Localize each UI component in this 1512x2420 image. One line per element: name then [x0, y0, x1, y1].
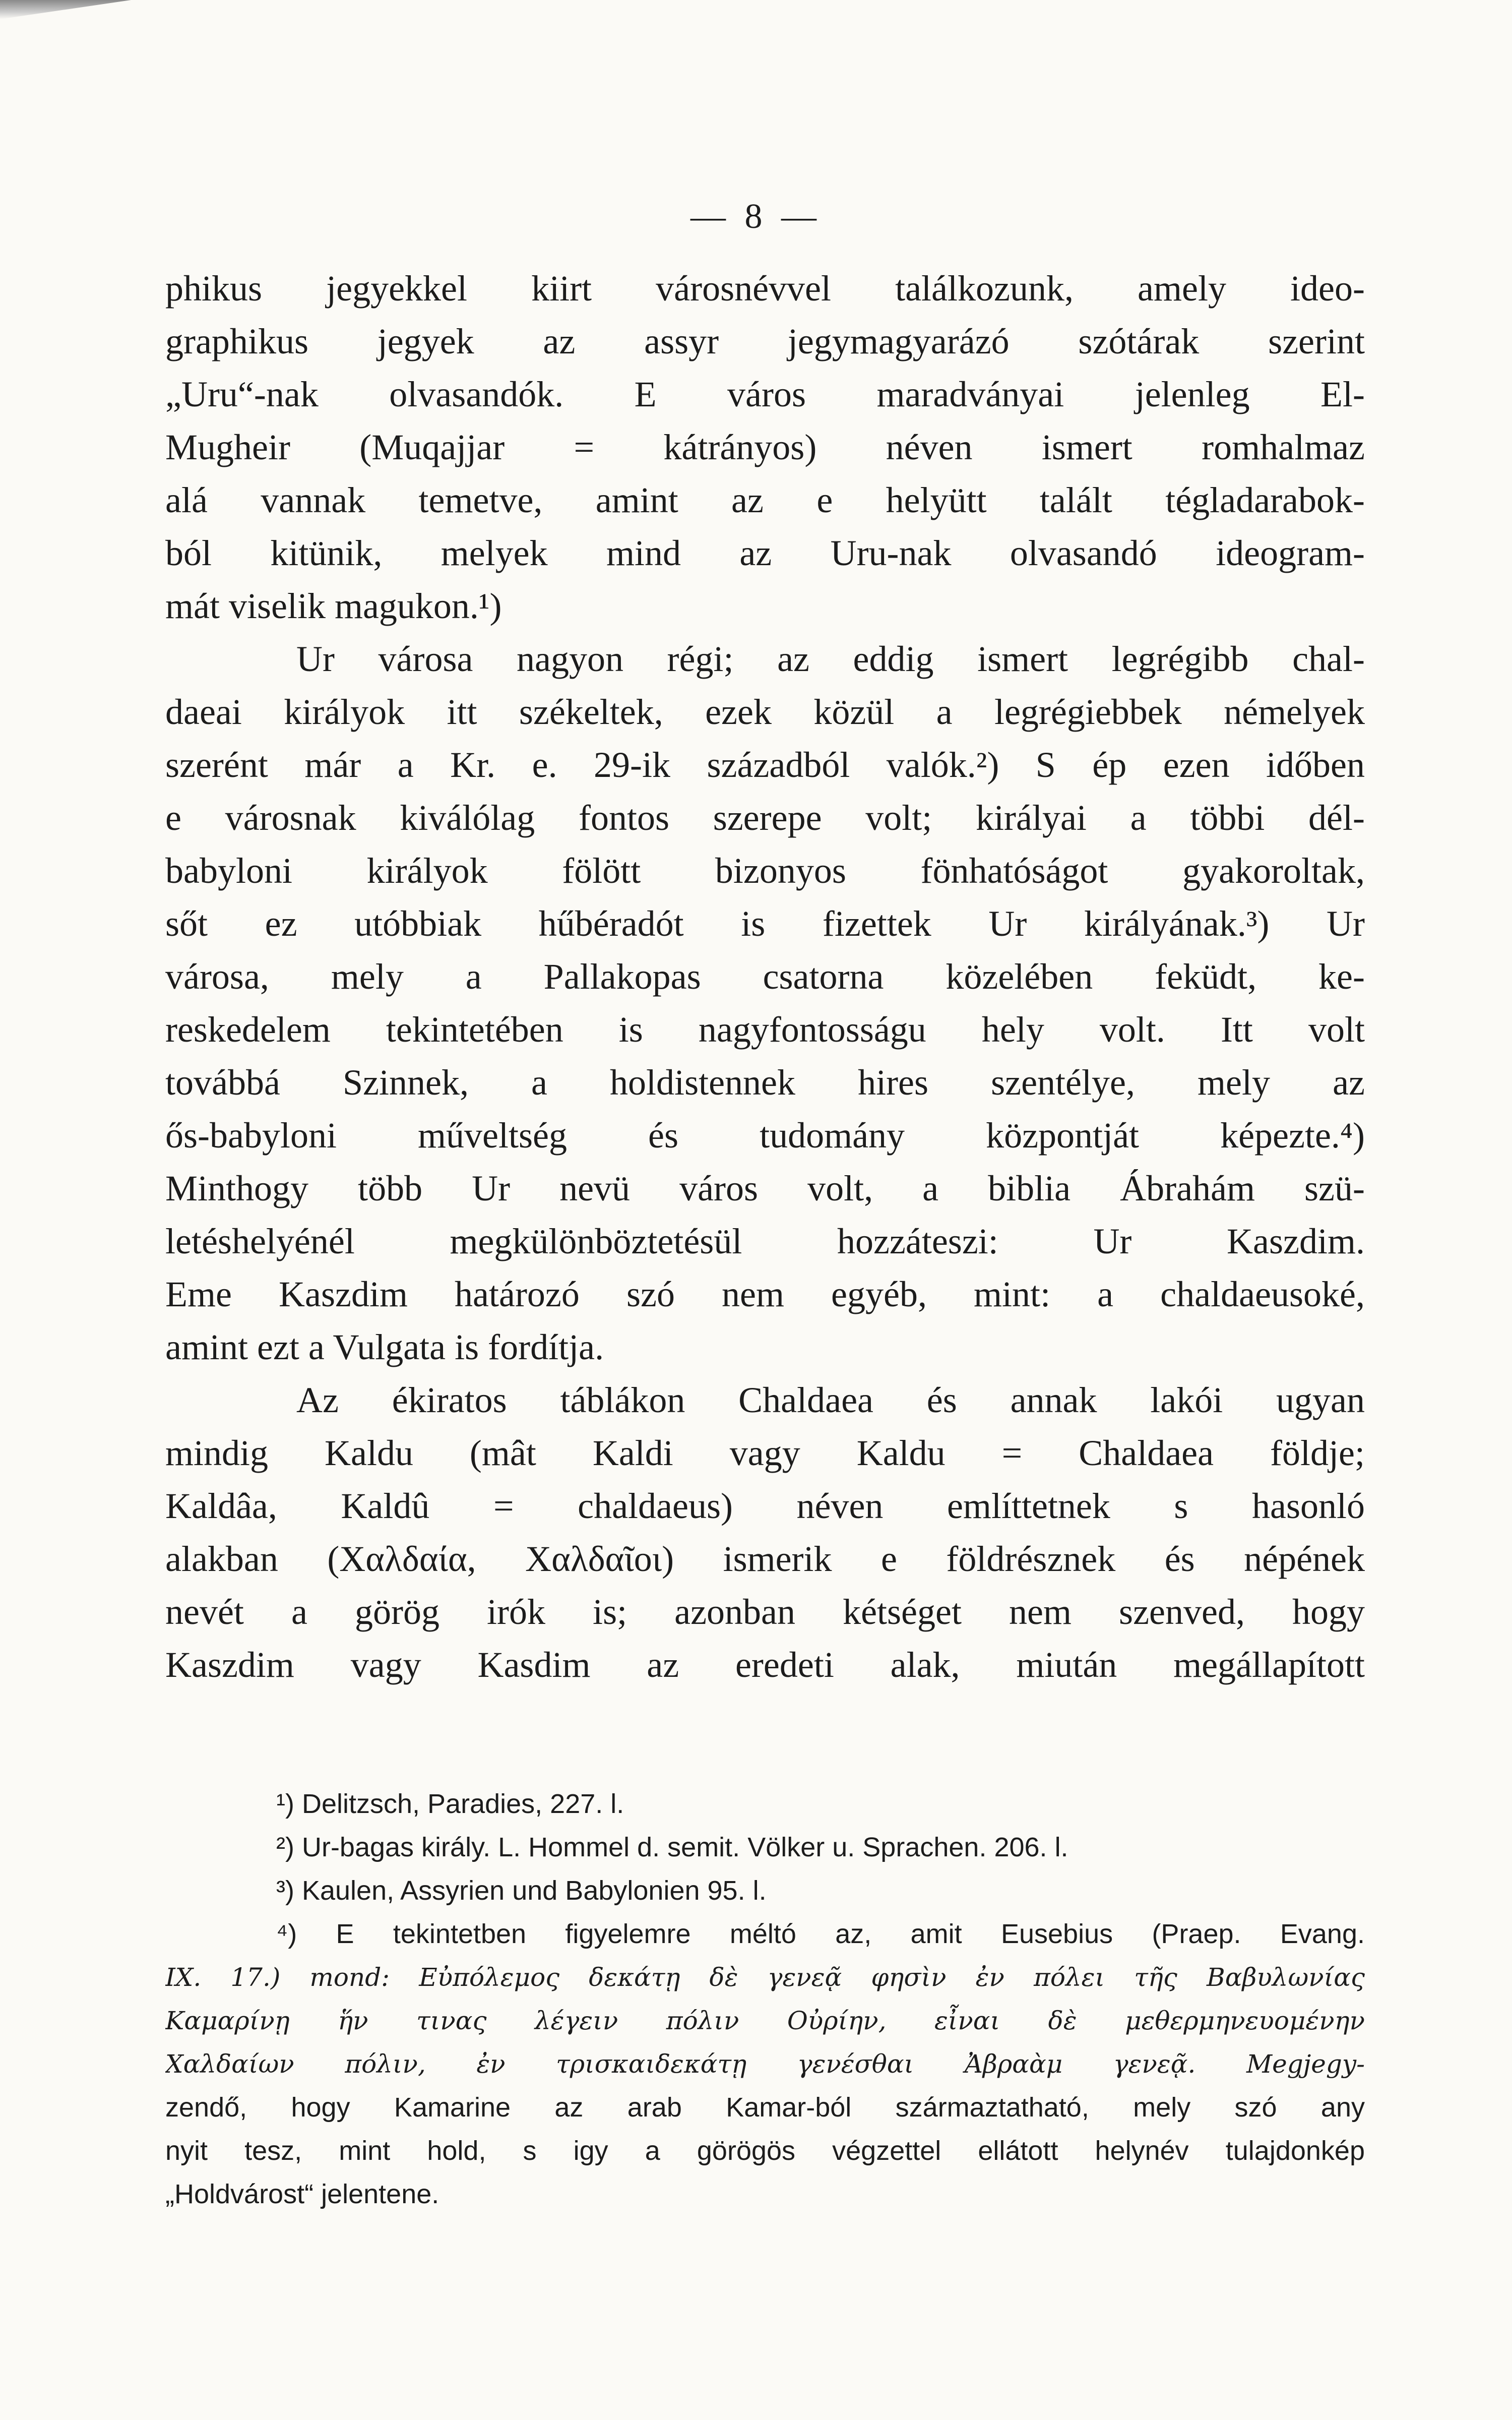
footnotes: [165, 1782, 1365, 2216]
body-line: továbbá Szinnek, a holdistennek hires szentélye, mely az: [165, 1062, 1365, 1103]
body-line: szerént már a Kr. e. 29-ik századból valók.²) S ép ezen időben: [165, 745, 1365, 785]
body-line: Kaszdim vagy Kasdim az eredeti alak, miután megállapított: [165, 1645, 1365, 1685]
footnote-line: Καμαρίνῃ ἥν τινας λέγειν πόλιν Οὐρίην, εἶναι δὲ μεθερμηνευομένην: [165, 2006, 1365, 2035]
body-line: Eme Kaszdim határozó szó nem egyéb, mint: a chaldaeusoké,: [165, 1274, 1365, 1314]
body-line: ból kitünik, melyek mind az Uru-nak olvasandó ideogram-: [165, 533, 1365, 573]
footnote-line: zendő, hogy Kamarine az arab Kamar-ból származtatható, mely szó any: [165, 2092, 1365, 2123]
body-line: alakban (Χαλδαία, Χαλδαῖοι) ismerik e földrésznek és népének: [165, 1539, 1365, 1579]
page-number: — 8 —: [690, 197, 822, 236]
body-line: mindig Kaldu (mât Kaldi vagy Kaldu = Chaldaea földje;: [165, 1433, 1365, 1473]
body-line: alá vannak temetve, amint az e helyütt talált tégladarabok-: [165, 480, 1365, 520]
body-line: nevét a görög irók is; azonban kétséget nem szenved, hogy: [165, 1592, 1365, 1632]
footnote-line: ⁴) E tekintetben figyelemre méltó az, amit Eusebius (Praep. Evang.: [276, 1919, 1365, 1949]
scan-corner-shadow: [0, 0, 131, 19]
body-line: reskedelem tekintetében is nagyfontosságu hely volt. Itt volt: [165, 1009, 1365, 1050]
body-line: „Uru“-nak olvasandók. E város maradványai jelenleg El-: [165, 374, 1365, 414]
body-line: Ur városa nagyon régi; az eddig ismert legrégibb chal-: [296, 639, 1365, 679]
footnote-line: Χαλδαίων πόλιν, ἐν τρισκαιδεκάτῃ γενέσθαι Ἀβραὰμ γενεᾷ. Megjegy-: [165, 2049, 1365, 2079]
body-line: ős-babyloni műveltség és tudomány központját képezte.⁴): [165, 1115, 1365, 1156]
body-line: phikus jegyekkel kiirt városnévvel találkozunk, amely ideo-: [165, 268, 1365, 309]
footnote-line: IX. 17.) mond: Εὐπόλεμος δεκάτῃ δὲ γενεᾷ φησὶν ἐν πόλει τῆς Βαβυλωνίας: [165, 1963, 1365, 1992]
body-line: e városnak kiválólag fontos szerepe volt; királyai a többi dél-: [165, 798, 1365, 838]
footnote-line: ²) Ur-bagas király. L. Hommel d. semit. Völker u. Sprachen. 206. l.: [276, 1832, 1068, 1862]
footnote-line: ³) Kaulen, Assyrien und Babylonien 95. l.: [276, 1876, 767, 1906]
body-line: Minthogy több Ur nevü város volt, a biblia Ábrahám szü-: [165, 1168, 1365, 1208]
footnote-line: „Holdvárost“ jelentene.: [165, 2179, 439, 2209]
footnote-line: ¹) Delitzsch, Paradies, 227. l.: [276, 1789, 624, 1819]
body-line: mát viselik magukon.¹): [165, 586, 502, 626]
body-line: Kaldâa, Kaldû = chaldaeus) néven említtetnek s hasonló: [165, 1486, 1365, 1526]
body-line: babyloni királyok fölött bizonyos fönhatóságot gyakoroltak,: [165, 851, 1365, 891]
body-text: [165, 262, 1365, 1691]
body-line: Mugheir (Muqajjar = kátrányos) néven ismert romhalmaz: [165, 427, 1365, 467]
body-line: daeai királyok itt székeltek, ezek közül a legrégiebbek némelyek: [165, 692, 1365, 732]
body-line: graphikus jegyek az assyr jegymagyarázó szótárak szerint: [165, 321, 1365, 361]
body-line: Az ékiratos táblákon Chaldaea és annak lakói ugyan: [296, 1380, 1365, 1420]
body-line: sőt ez utóbbiak hűbéradót is fizettek Ur királyának.³) Ur: [165, 903, 1365, 944]
body-line: letéshelyénél megkülönböztetésül hozzáteszi: Ur Kaszdim.: [165, 1221, 1365, 1261]
body-line: városa, mely a Pallakopas csatorna közelében feküdt, ke-: [165, 956, 1365, 997]
footnote-line: nyit tesz, mint hold, s igy a görögös végzettel ellátott helynév tulajdonkép: [165, 2136, 1365, 2166]
body-line: amint ezt a Vulgata is fordítja.: [165, 1327, 604, 1367]
